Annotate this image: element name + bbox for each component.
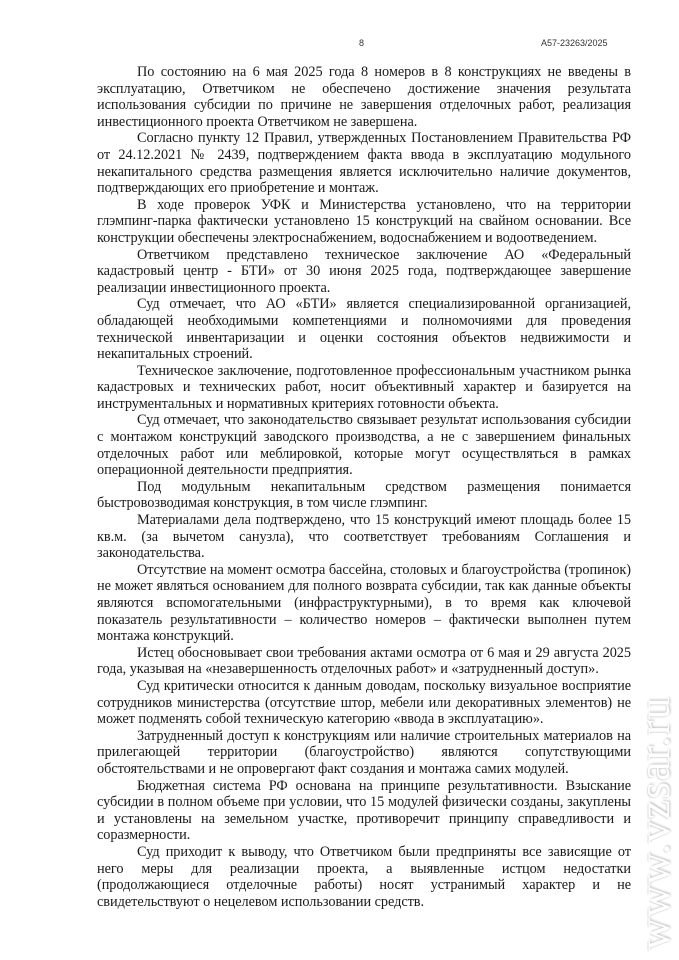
paragraph: В ходе проверок УФК и Министерства установлено, что на территории глэмпинг-парка фактически установлено 15 конструкций на свайном основании. Все конструкции обеспечены электроснабжением, водоснабжением и водоотведением.: [97, 196, 631, 246]
watermark: www.vzsar.ru: [630, 696, 679, 950]
paragraph: Отсутствие на момент осмотра бассейна, столовых и благоустройства (тропинок) не может являться основанием для полного возврата субсидии, так как данные объекты являются вспомогательными (инфраструктурными), в то время как ключевой показатель результативности – количество номеров – фактически выполнен путем монтажа конструкций.: [97, 561, 631, 645]
paragraph: Суд приходит к выводу, что Ответчиком были предприняты все зависящие от него меры для реализации проекта, а выявленные истцом недостатки (продолжающиеся отделочные работы) носят устранимый характер и не свидетельствуют о нецелевом использовании средств.: [97, 843, 631, 910]
case-number: А57-23263/2025: [541, 38, 608, 48]
paragraph: Ответчиком представлено техническое заключение АО «Федеральный кадастровый центр - БТИ» от 30 июня 2025 года, подтверждающее завершение реализации инвестиционного проекта.: [97, 246, 631, 296]
paragraph: Бюджетная система РФ основана на принципе результативности. Взыскание субсидии в полном объеме при условии, что 15 модулей физически созданы, закуплены и установлены на земельном участке, противоречит принципу справедливости и соразмерности.: [97, 777, 631, 844]
paragraph: Суд отмечает, что законодательство связывает результат использования субсидии с монтажом конструкций заводского производства, а не с завершением финальных отделочных работ или меблировкой, которые могут осуществляться в рамках операционной деятельности предприятия.: [97, 412, 631, 479]
paragraph: Суд отмечает, что АО «БТИ» является специализированной организацией, обладающей необходимыми компетенциями и полномочиями для проведения технической инвентаризации и оценки состояния объектов недвижимости и некапитальных строений.: [97, 296, 631, 363]
paragraph: Под модульным некапитальным средством размещения понимается быстровозводимая конструкция, в том числе глэмпинг.: [97, 478, 631, 512]
paragraph: Истец обосновывает свои требования актами осмотра от 6 мая и 29 августа 2025 года, указывая на «незавершенность отделочных работ» и «затрудненный доступ».: [97, 644, 631, 678]
paragraph: Затрудненный доступ к конструкциям или наличие строительных материалов на прилегающей территории (благоустройство) являются сопутствующими обстоятельствами и не опровергают факт создания и монтажа самих модулей.: [97, 727, 631, 777]
paragraph: Техническое заключение, подготовленное профессиональным участником рынка кадастровых и технических работ, носит объективный характер и базируется на инструментальных и нормативных критериях готовности объекта.: [97, 362, 631, 412]
page-number: 8: [359, 38, 365, 48]
paragraph: Согласно пункту 12 Правил, утвержденных Постановлением Правительства РФ от 24.12.2021 № 2439, подтверждением факта ввода в эксплуатацию модульного некапитального средства размещения является исключительно наличие документов, подтверждающих его приобретение и монтаж.: [97, 130, 631, 197]
document-body: [97, 64, 631, 910]
paragraph: По состоянию на 6 мая 2025 года 8 номеров в 8 конструкциях не введены в эксплуатацию, Ответчиком не обеспечено достижение значения результата использования субсидии по причине не завершения отделочных работ, реализация инвестиционного проекта Ответчиком не завершена.: [97, 64, 631, 130]
paragraph: Суд критически относится к данным доводам, поскольку визуальное восприятие сотрудников министерства (отсутствие штор, мебели или декоративных элементов) не может подменять собой техническую категорию «ввода в эксплуатацию».: [97, 677, 631, 728]
paragraph: Материалами дела подтверждено, что 15 конструкций имеют площадь более 15 кв.м. (за вычетом санузла), что соответствует требованиям Соглашения и законодательства.: [97, 512, 631, 562]
